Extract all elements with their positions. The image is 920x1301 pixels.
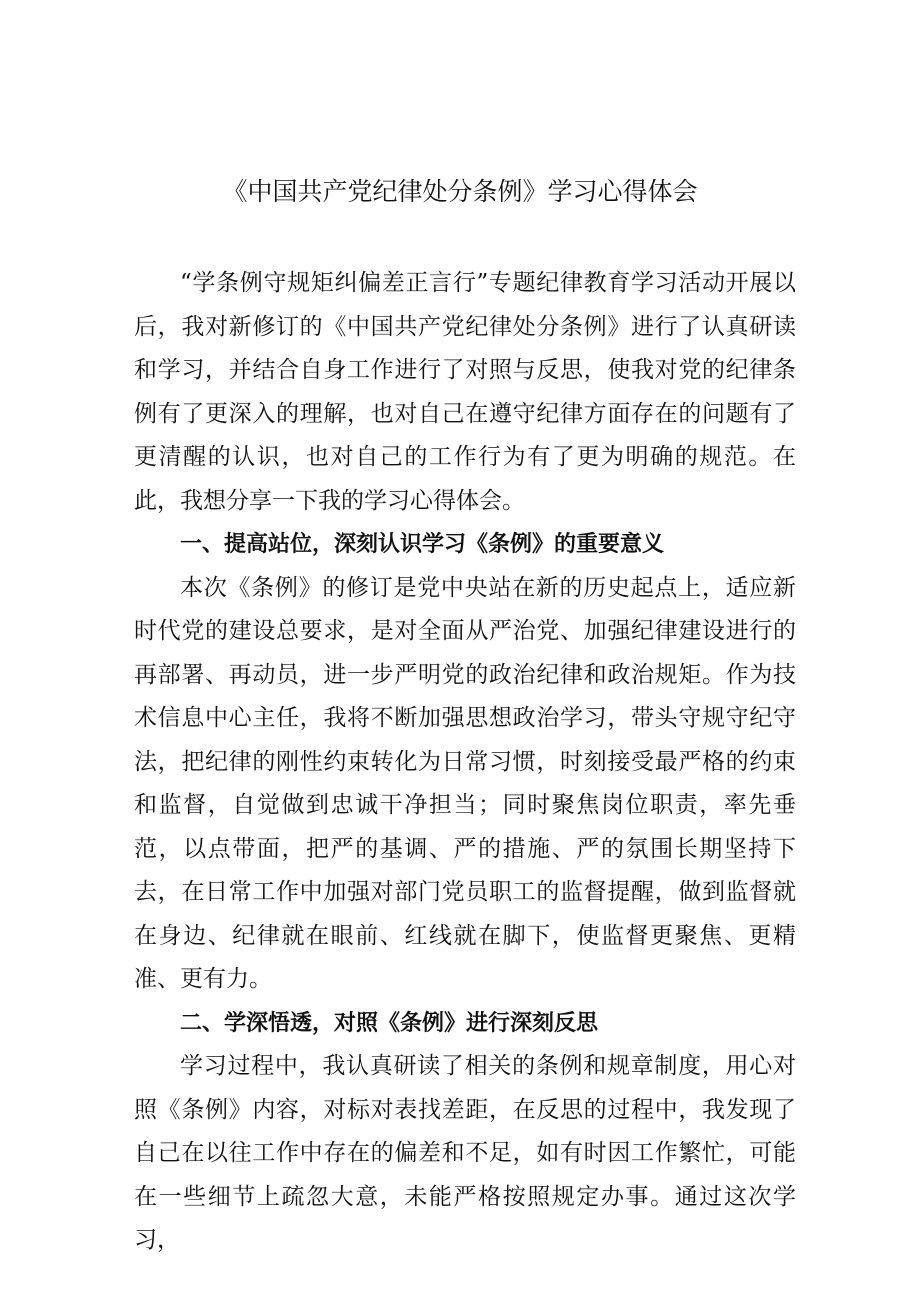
section-2-heading: 二、学深悟透，对照《条例》进行深刻反思 [180,1010,599,1036]
section-1-heading: 一、提高站位，深刻认识学习《条例》的重要意义 [180,532,665,557]
section-1-paragraph: 本次《条例》的修订是党中央站在新的历史起点上，适应新时代党的建设总要求，是对全面从严治党、加强纪律建设进行的再部署、再动员，进一步严明党的政治纪律和政治规矩。作为技术信息中心主任，我将不断加强思想政治学习，带头守规守纪守法，把纪律的刚性约束转化为日常习惯，时刻接受最严格的约束和监督，自觉做到忠诚干净担当；同时聚焦岗位职责，率先垂范，以点带面，把严的基调、严的措施、严的氛围长期坚持下去，在日常工作中加强对部门党员职工的监督提醒，做到监督就在身边、纪律就在眼前、红线就在脚下，使监督更聚焦、更精准、更有力。 [134,574,796,992]
document-body [134,262,796,1263]
intro-paragraph: “学条例守规矩纠偏差正言行”专题纪律教育学习活动开展以后，我对新修订的《中国共产党纪律处分条例》进行了认真研读和学习，并结合自身工作进行了对照与反思，使我对党的纪律条例有了更深入的理解，也对自己在遵守纪律方面存在的问题有了更清醒的认识，也对自己的工作行为有了更为明确的规范。在此，我想分享一下我的学习心得体会。 [134,270,796,514]
document-title: 《中国共产党纪律处分条例》学习心得体会 [222,177,698,206]
section-2-paragraph: 学习过程中，我认真研读了相关的条例和规章制度，用心对照《条例》内容，对标对表找差距，在反思的过程中，我发现了自己在以往工作中存在的偏差和不足，如有时因工作繁忙，可能在一些细节上疏忽大意，未能严格按照规定办事。通过这次学习， [134,1053,796,1253]
